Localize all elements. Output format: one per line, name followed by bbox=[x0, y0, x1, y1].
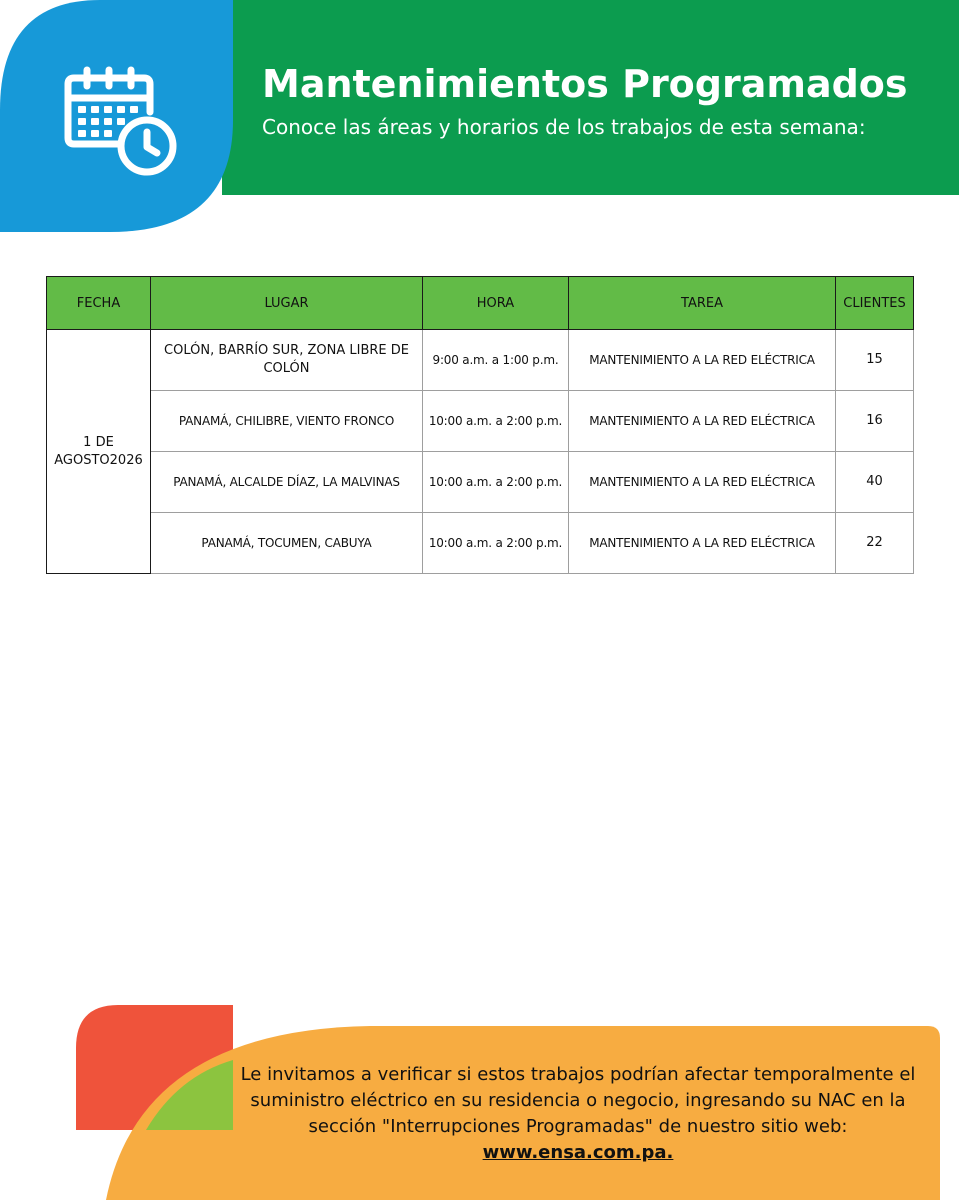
page-subtitle: Conoce las áreas y horarios de los trabajos de esta semana: bbox=[262, 115, 866, 139]
table-row bbox=[47, 330, 914, 391]
hora-cell: 10:00 a.m. a 2:00 p.m. bbox=[423, 391, 569, 452]
tarea-cell: MANTENIMIENTO A LA RED ELÉCTRICA bbox=[569, 391, 836, 452]
table-row bbox=[47, 452, 914, 513]
column-header-fecha: FECHA bbox=[47, 277, 151, 330]
column-header-tarea: TAREA bbox=[569, 277, 836, 330]
maintenance-table bbox=[46, 276, 914, 574]
column-header-lugar: LUGAR bbox=[151, 277, 423, 330]
clientes-cell: 15 bbox=[836, 330, 914, 391]
clientes-cell: 16 bbox=[836, 391, 914, 452]
date-text: 1 DE AGOSTO2026 bbox=[54, 434, 143, 468]
tarea-cell: MANTENIMIENTO A LA RED ELÉCTRICA bbox=[569, 330, 836, 391]
column-header-hora: HORA bbox=[423, 277, 569, 330]
footer-message bbox=[238, 1062, 918, 1166]
hora-cell: 10:00 a.m. a 2:00 p.m. bbox=[423, 452, 569, 513]
column-header-clientes: CLIENTES bbox=[836, 277, 914, 330]
footer-message-text: Le invitamos a verificar si estos trabajos podrían afectar temporalmente el suministro eléctrico en su residencia o negocio, ingresando su NAC en la sección "Interrupciones Programadas" de nuestro sitio web: bbox=[240, 1064, 916, 1137]
calendar-clock-icon bbox=[62, 66, 180, 178]
website-link[interactable]: www.ensa.com.pa. bbox=[482, 1142, 674, 1163]
hora-cell: 9:00 a.m. a 1:00 p.m. bbox=[423, 330, 569, 391]
lugar-cell: PANAMÁ, CHILIBRE, VIENTO FRONCO bbox=[151, 391, 423, 452]
clientes-cell: 40 bbox=[836, 452, 914, 513]
lugar-cell: PANAMÁ, TOCUMEN, CABUYA bbox=[151, 513, 423, 574]
lugar-cell: PANAMÁ, ALCALDE DÍAZ, LA MALVINAS bbox=[151, 452, 423, 513]
table-row bbox=[47, 391, 914, 452]
page-title: Mantenimientos Programados bbox=[262, 62, 908, 106]
date-cell bbox=[47, 330, 151, 574]
tarea-cell: MANTENIMIENTO A LA RED ELÉCTRICA bbox=[569, 513, 836, 574]
table-header-row bbox=[47, 277, 914, 330]
clientes-cell: 22 bbox=[836, 513, 914, 574]
table-row bbox=[47, 513, 914, 574]
tarea-cell: MANTENIMIENTO A LA RED ELÉCTRICA bbox=[569, 452, 836, 513]
hora-cell: 10:00 a.m. a 2:00 p.m. bbox=[423, 513, 569, 574]
lugar-cell: COLÓN, BARRÍO SUR, ZONA LIBRE DE COLÓN bbox=[151, 330, 423, 391]
